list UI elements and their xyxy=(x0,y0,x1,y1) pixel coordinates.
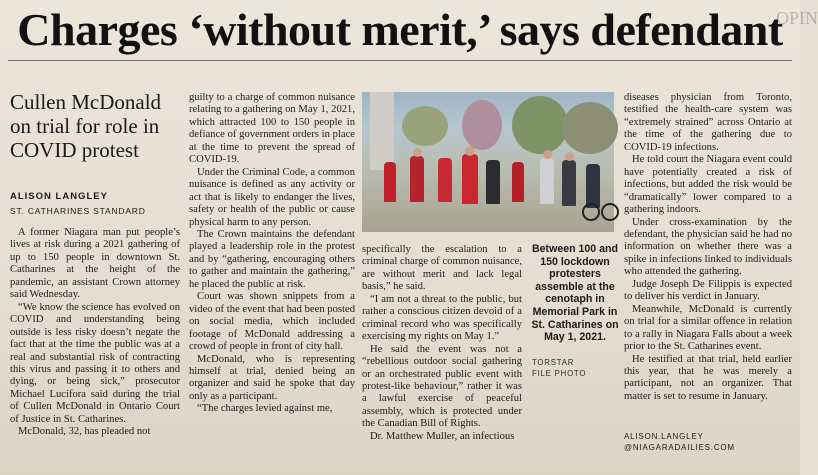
author-handle: ALISON.LANGLEY xyxy=(624,432,704,441)
stone-pillar xyxy=(370,92,394,170)
article-column-4 xyxy=(624,92,792,403)
paragraph: Meanwhile, McDonald is currently on trial for a similar offence in relation to a rally in Niagara Falls about a week prior to the St. Catharines event. xyxy=(624,303,792,353)
protester-head xyxy=(543,150,552,159)
paragraph: “I am not a threat to the public, but rather a conscious citizen devoid of a criminal record who was specifically exercising my rights on May 1.” xyxy=(362,293,522,343)
paragraph: “The charges levied against me, xyxy=(197,403,333,415)
protester xyxy=(486,160,500,204)
paragraph: Under the Criminal Code, a common nuisance is defined as any activity or act that is likely to endanger the lives, safety or health of the public or cause physical harm to any person. xyxy=(189,166,355,228)
protester-head xyxy=(413,148,422,157)
article-column-1 xyxy=(10,227,180,439)
paragraph: Court was shown snippets from a video of the event that had been posted on social media, which included footage of McDonald addressing a crowd of people in front of city hall. xyxy=(189,291,355,353)
byline-org: ST. CATHARINES STANDARD xyxy=(10,206,146,216)
paragraph: He testified at that trial, held earlier this year, that he was merely a participant, not an organizer. That matter is set to resume in January. xyxy=(624,353,792,402)
author-signoff xyxy=(624,431,794,453)
tree xyxy=(402,106,448,146)
deck: Cullen McDonald on trial for role in COVID protest xyxy=(10,90,162,162)
paragraph: Judge Joseph De Filippis is expected to deliver his verdict in January. xyxy=(624,278,792,303)
headline-rule xyxy=(8,60,792,61)
paragraph: A former Niagara man put people’s lives at risk during a 2021 gathering of up to 150 people in downtown St. Catharines at the height of the pandemic, an assistant Crown attorney said Wednesday. xyxy=(10,227,180,301)
paragraph: “We know the science has evolved on COVID and understanding being outside is less risky doesn’t negate the fact that at the time the public was at a real and substantial risk of contracting this virus and passing it to others and dying, or being sick,” prosecutor Michael Lucifora said during the trial of Cullen McDonald in Ontario Court of Justice in St. Catharines. xyxy=(10,301,180,425)
paragraph: McDonald, 32, has pleaded not xyxy=(18,426,151,438)
paragraph: He told court the Niagara event could have potentially created a risk of infections, but added the risk would be “dramatically” lower compared to a gathering indoors. xyxy=(624,154,792,216)
protester-head xyxy=(565,152,574,161)
author-email: @NIAGARADAILIES.COM xyxy=(624,443,735,452)
photo-caption: Between 100 and 150 lockdown protesters assemble at the cenotaph in Memorial Park in St. Catharines on May 1, 2021. xyxy=(531,243,619,344)
protester xyxy=(462,154,478,204)
protester xyxy=(384,162,396,202)
protester xyxy=(410,156,424,202)
paragraph: specifically the escalation to a criminal charge of common nuisance, are without merit and lack legal basis,” he said. xyxy=(362,244,522,293)
protester-head xyxy=(465,146,475,156)
paragraph: diseases physician from Toronto, testified the health-care system was “extremely strained” across Ontario at the time of the gathering due to COVID-19 infections. xyxy=(624,92,792,153)
protester xyxy=(562,160,576,206)
article-column-2 xyxy=(189,92,355,416)
bicycle-icon xyxy=(582,188,616,222)
tree xyxy=(512,96,568,154)
paragraph: Under cross-examination by the defendant, the physician said he had no information on whether there was a spike in infections linked to individuals who attended the gathering. xyxy=(624,216,792,278)
photo-credit xyxy=(532,357,622,379)
photo-credit-source: TORSTAR xyxy=(532,358,575,367)
paragraph: Dr. Matthew Muller, an infectious xyxy=(370,430,515,442)
paragraph: He said the event was not a “rebellious outdoor social gathering or an orchestrated public event with protest-like behaviour,” rather it was a lawful exercise of peaceful assembly, which is protected under the Canadian Bill of Rights. xyxy=(362,343,522,430)
protester xyxy=(438,158,452,202)
headline: Charges ‘without merit,’ says defendant xyxy=(17,4,783,55)
tree xyxy=(562,102,618,154)
section-flag-fragment: OPIN xyxy=(776,8,818,28)
protester xyxy=(540,158,554,204)
paragraph: guilty to a charge of common nuisance relating to a gathering on May 1, 2021, which attracted 100 to 150 people in defiance of government orders in place at the time to prevent the spread of COVID-19. xyxy=(189,92,355,166)
article-column-3 xyxy=(362,244,522,443)
paragraph: McDonald, who is representing himself at trial, denied being an organizer and said he spoke that day only as a participant. xyxy=(189,353,355,402)
protester xyxy=(512,162,524,202)
tree xyxy=(462,100,502,150)
paragraph: The Crown maintains the defendant played a leadership role in the protest and by “gathering, encouraging others to gather and maintain the gathering,” he placed the public at risk. xyxy=(189,228,355,290)
byline-name: ALISON LANGLEY xyxy=(10,191,108,202)
photo-credit-type: FILE PHOTO xyxy=(532,369,587,378)
byline xyxy=(10,191,182,216)
protest-photo xyxy=(362,92,614,232)
